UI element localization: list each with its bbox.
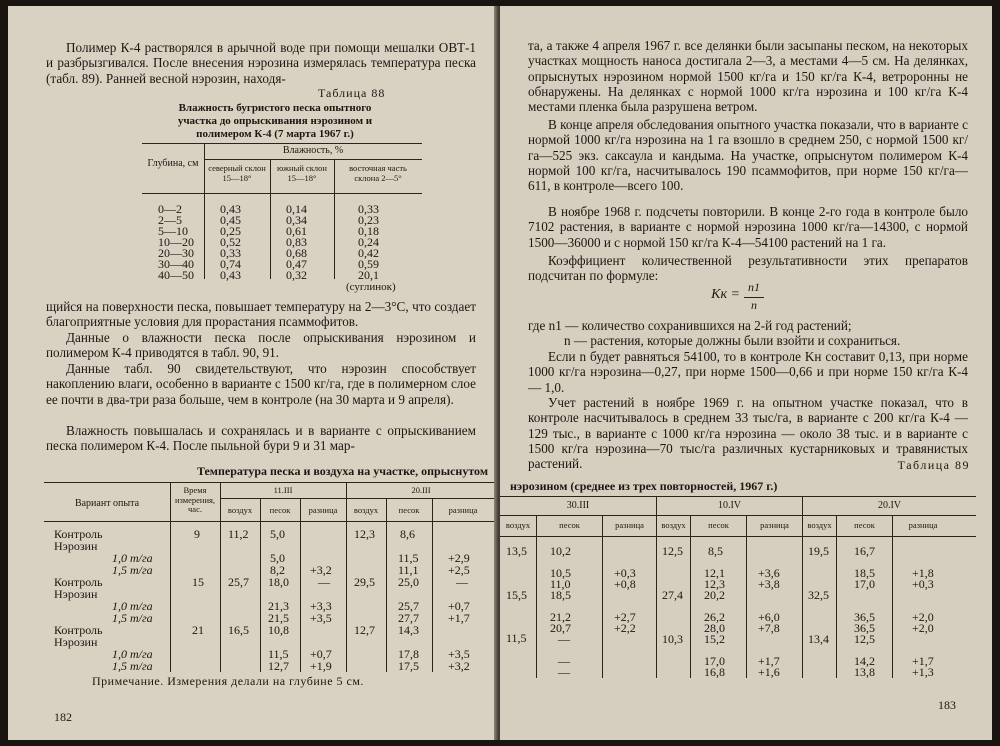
humidity-cell: 0,32	[286, 268, 307, 282]
sand-cell: 12,5	[854, 632, 875, 646]
table-rule	[260, 498, 261, 672]
paragraph: Влажность повышалась и сохранялась и в варианте с опрыскиванием песка полимером К-4. После пыльной бури 9 и 31 мар-	[46, 423, 476, 454]
sand-cell: 20,7	[550, 621, 571, 635]
diff-cell: +1,7	[448, 611, 470, 625]
table-rule	[142, 143, 422, 144]
table-label: Таблица 88	[318, 86, 386, 100]
paragraph: Если n будет равняться 54100, то в контроле Kн составит 0,13, при норме 1000 кг/га нэрозина—0,27, при норме 1500—0,66 и при норме 150 кг/га К-4 — 1,0.	[528, 349, 968, 395]
sand-cell: 11,0	[550, 577, 571, 591]
sand-cell: 8,6	[400, 527, 415, 541]
table-rule	[602, 515, 603, 678]
table-rule	[500, 536, 976, 537]
air-cell: 12,3	[354, 527, 375, 541]
formula-lhs: Kк =	[711, 287, 740, 302]
table-rule	[204, 143, 205, 279]
air-cell: 32,5	[808, 588, 829, 602]
table-rule	[690, 515, 691, 678]
table-rule	[836, 515, 837, 678]
table-title: Температура песка и воздуха на участке, опрыснутом	[196, 464, 488, 478]
diff-cell: +0,8	[614, 577, 636, 591]
table-header: Влажность, %	[282, 145, 344, 156]
humidity-cell: 0,68	[286, 246, 307, 260]
humidity-cell: 0,42	[358, 246, 379, 260]
sand-cell: 36,5	[854, 621, 875, 635]
depth-cell: 5—10	[158, 224, 188, 238]
page-number: 183	[938, 698, 956, 712]
air-cell: 10,3	[662, 632, 683, 646]
variant-rate: 1,0 т/га	[112, 647, 153, 661]
sand-cell: 20,2	[704, 588, 725, 602]
table-rule	[892, 515, 893, 678]
sand-cell: 17,5	[398, 659, 419, 673]
humidity-cell: 0,33	[358, 202, 379, 216]
humidity-cell: 0,61	[286, 224, 307, 238]
sand-cell: 17,0	[854, 577, 875, 591]
diff-cell: +1,7	[912, 654, 934, 668]
sand-cell: 13,8	[854, 665, 875, 679]
sand-cell: 11,5	[268, 647, 289, 661]
sand-cell: —	[558, 654, 570, 668]
air-cell: 11,5	[506, 631, 527, 645]
air-cell: 16,5	[228, 623, 249, 637]
paragraph: щийся на поверхности песка, повышает температуру на 2—3°С, что создает благоприятные условия для прорастания псаммофитов.	[46, 299, 476, 330]
table-rule	[204, 159, 422, 160]
diff-cell: +2,9	[448, 551, 470, 565]
variant-label: Нэрозин	[54, 635, 98, 649]
paragraph: Полимер К-4 растворялся в арычной воде при помощи мешалки ОВТ-1 и разбрызгивался. После внесения нэрозина измерялась температура песка (табл. 89). Ранней весной нэрозин, находя-	[46, 40, 476, 86]
diff-cell: +1,7	[758, 654, 780, 668]
table-header: воздух	[353, 505, 379, 515]
humidity-cell: 0,74	[220, 257, 241, 271]
sand-cell: 15,2	[704, 632, 725, 646]
air-cell: 11,2	[228, 527, 249, 541]
table-title: Влажность бугристого песка опытного участка до опрыскивания нэрозином и полимером К-4 (7 марта 1967 г.)	[177, 102, 373, 140]
humidity-cell: 20,1	[358, 268, 379, 282]
humidity-cell: 0,33	[220, 246, 241, 260]
sand-cell: 28,0	[704, 621, 725, 635]
sand-cell: 21,5	[268, 611, 289, 625]
depth-cell: 0—2	[158, 202, 182, 216]
table-header: воздух	[505, 520, 531, 530]
sand-cell: 5,0	[270, 527, 285, 541]
date-header: 20.IV	[877, 500, 902, 511]
diff-cell: +3,3	[310, 599, 332, 613]
table-rule	[44, 482, 496, 483]
variant-label: Нэрозин	[54, 587, 98, 601]
humidity-cell: 0,83	[286, 235, 307, 249]
variant-rate: 1,0 т/га	[112, 599, 153, 613]
table-header: северный склон 15—18°	[208, 163, 266, 183]
paragraph: Данные о влажности песка после опрыскивания нэрозином и полимером К-4 приводятся в табл. 90, 91.	[46, 330, 476, 361]
table-title: нэрозином (среднее из трех повторностей, 1967 г.)	[510, 479, 778, 493]
diff-cell: +3,2	[310, 563, 332, 577]
diff-cell: +3,6	[758, 566, 780, 580]
sand-cell: 21,2	[550, 610, 571, 624]
humidity-cell: 0,34	[286, 213, 307, 227]
diff-cell: +0,7	[448, 599, 470, 613]
table-header: воздух	[807, 520, 832, 530]
humidity-cell: 0,43	[220, 268, 241, 282]
diff-cell: +3,8	[758, 577, 780, 591]
humidity-cell: 0,18	[358, 224, 379, 238]
humidity-cell: 0,24	[358, 235, 379, 249]
paragraph: та, а также 4 апреля 1967 г. все делянки были засыпаны песком, на некоторых участках мощность наноса достигала 2—3, а местами 4—5 см. На делянках, опрыснутых нэрозином нормой 1500 кг/га и 150 кг/га К-4, ветроронны не обнаружены. На делянках с нормой 1000 кг/га нэрозина и 100 кг/га К-4 местами пленка была разрушена ветром.	[528, 38, 968, 115]
diff-cell: +7,8	[758, 621, 780, 635]
depth-cell: 30—40	[158, 257, 194, 271]
sand-cell: 8,5	[708, 544, 723, 558]
table-header: южный склон 15—18°	[277, 163, 327, 183]
table-rule	[536, 515, 537, 678]
variant-rate: 1,5 т/га	[112, 563, 153, 577]
table-header: песок	[559, 520, 580, 530]
air-cell: 13,4	[808, 632, 829, 646]
humidity-cell: 0,59	[358, 257, 379, 271]
table-header: песок	[398, 505, 420, 515]
sand-cell: 18,5	[854, 566, 875, 580]
humidity-cell: 0,14	[286, 202, 307, 216]
diff-cell: +2,7	[614, 610, 636, 624]
sand-cell: 10,2	[550, 544, 571, 558]
sand-cell: 27,7	[398, 611, 419, 625]
table-header: песок	[854, 520, 875, 530]
left-page	[8, 6, 497, 740]
sand-cell: 8,2	[270, 563, 285, 577]
air-cell: 27,4	[662, 588, 683, 602]
paragraph: Коэффициент количественной результативности этих препаратов подсчитан по формуле:	[528, 253, 968, 284]
sand-cell: 16,7	[854, 544, 875, 558]
sand-cell: 14,2	[854, 654, 875, 668]
humidity-cell: 0,23	[358, 213, 379, 227]
diff-cell: +0,7	[310, 647, 332, 661]
table-rule	[334, 159, 335, 279]
diff-cell: +3,2	[448, 659, 470, 673]
sand-cell: 21,3	[268, 599, 289, 613]
depth-cell: 40—50	[158, 268, 194, 282]
sand-cell: 11,1	[398, 563, 419, 577]
table-header: воздух	[661, 520, 686, 530]
humidity-cell: 0,47	[286, 257, 307, 271]
page-number: 182	[54, 710, 72, 724]
table-header: песок	[708, 520, 729, 530]
variant-rate: 1,0 т/га	[112, 551, 153, 565]
table-rule	[432, 498, 433, 672]
paragraph: В конце апреля обследования опытного участка показали, что в варианте с нормой 1000 кг/га нэрозина на 1 га взошло в среднем 250, с нормой 1500 кг/га—525 экз. саксаула и кандыма. На участке, опрыснутом полимером К-4 нормой 100 кг/га, насчитывалось 190 псаммофитов, при норме 150 кг/га—611, в контроле—всего 100.	[528, 117, 968, 194]
diff-cell: +1,8	[912, 566, 934, 580]
sand-cell: 18,0	[268, 575, 289, 589]
table-header: разница	[908, 520, 938, 530]
air-cell: 25,7	[228, 575, 249, 589]
depth-cell: 2—5	[158, 213, 182, 227]
table-header: Вариант опыта	[74, 498, 140, 509]
sand-cell: 25,0	[398, 575, 419, 589]
table-header: восточная часть склона 2—5°	[349, 163, 407, 183]
sand-cell: 36,5	[854, 610, 875, 624]
sand-cell: 17,8	[398, 647, 419, 661]
formula-numerator: n1	[748, 280, 760, 294]
table-rule	[220, 498, 496, 499]
sand-cell: 10,8	[268, 623, 289, 637]
sand-cell: 17,0	[704, 654, 725, 668]
variant-rate: 1,5 т/га	[112, 611, 153, 625]
air-cell: 12,5	[662, 544, 683, 558]
variant-rate: 1,5 т/га	[112, 659, 153, 673]
table-rule	[500, 515, 976, 516]
right-page	[500, 6, 992, 740]
sand-cell: 12,7	[268, 659, 289, 673]
paragraph: Учет растений в ноябре 1969 г. на опытном участке показал, что в контроле насчитывалось в среднем 33 тыс/га, в варианте с 200 кг/га К-4 — 129 тыс., в варианте с 1000 кг/га нэрозина — около 38 тыс. и в варианте с 1500 кг/га нэрозина—70 тыс/га различных кустарниковых и травянистых растений.	[528, 395, 968, 472]
paragraph: n — растения, которые должны были взойти и сохраниться.	[564, 333, 901, 348]
sand-cell: 12,3	[704, 577, 725, 591]
variant-label: Контроль	[54, 575, 103, 589]
diff-cell: +0,3	[912, 577, 934, 591]
variant-label: Контроль	[54, 527, 103, 541]
paragraph: В ноябре 1968 г. подсчеты повторили. В конце 2-го года в контроле было 7102 растения, в варианте с нормой нэрозина 1000 кг/га—14300, с нормой 1500—36000 и с нормой 150 кг/га К-4—54100 растений на 1 га.	[528, 204, 968, 250]
table-header: разница	[308, 505, 338, 515]
air-cell: 29,5	[354, 575, 375, 589]
table-header: Глубина, см	[147, 158, 199, 169]
diff-cell: +6,0	[758, 610, 780, 624]
humidity-cell: 0,43	[220, 202, 241, 216]
sand-cell: 12,1	[704, 566, 725, 580]
paragraph: Данные табл. 90 свидетельствуют, что нэрозин способствует накоплению влаги, особенно в варианте с 1500 кг/га, где в полимерном слое ее почти в два-три раза больше, чем в контроле (на 30 марта и 9 апреля).	[46, 361, 476, 407]
variant-label: Контроль	[54, 623, 103, 637]
formula-denominator: n	[751, 298, 757, 312]
table-header: Время измерения, час.	[174, 485, 216, 514]
humidity-cell: 0,45	[220, 213, 241, 227]
air-cell: 15,5	[506, 588, 527, 602]
table-rule	[142, 193, 422, 194]
table-rule	[500, 496, 976, 497]
table-label: Таблица 89	[897, 458, 970, 472]
sand-cell: 25,7	[398, 599, 419, 613]
diff-cell: +1,6	[758, 665, 780, 679]
sand-cell: 16,8	[704, 665, 725, 679]
diff-cell: +2,0	[912, 610, 934, 624]
table-rule	[270, 159, 271, 279]
humidity-note: (суглинок)	[346, 281, 396, 293]
paragraph: где n1 — количество сохранившихся на 2-й год растений;	[528, 318, 852, 333]
diff-cell: +2,0	[912, 621, 934, 635]
table-rule	[44, 521, 496, 522]
diff-cell: +1,3	[912, 665, 934, 679]
time-cell: 15	[192, 575, 204, 589]
date-header: 10.IV	[717, 500, 742, 511]
sand-cell: —	[558, 665, 570, 679]
table-header: воздух	[227, 505, 253, 515]
table-header: 20.III	[411, 485, 431, 495]
depth-cell: 10—20	[158, 235, 194, 249]
date-header: 30.III	[566, 500, 590, 511]
sand-cell: 10,5	[550, 566, 571, 580]
table-rule	[300, 498, 301, 672]
humidity-cell: 0,25	[220, 224, 241, 238]
table-rule	[170, 482, 171, 672]
sand-cell: 5,0	[270, 551, 285, 565]
table-header: разница	[448, 505, 478, 515]
diff-cell: +3,5	[448, 647, 470, 661]
sand-cell: 11,5	[398, 551, 419, 565]
diff-cell: +0,3	[614, 566, 636, 580]
diff-cell: +3,5	[310, 611, 332, 625]
table-note: Примечание. Измерения делали на глубине 5 см.	[92, 674, 364, 688]
depth-cell: 20—30	[158, 246, 194, 260]
diff-cell: —	[318, 575, 330, 589]
table-rule	[386, 498, 387, 672]
table-header: разница	[760, 520, 789, 530]
time-cell: 21	[192, 623, 204, 637]
air-cell: 13,5	[506, 544, 527, 558]
sand-cell: 14,3	[398, 623, 419, 637]
diff-cell: —	[456, 575, 468, 589]
air-cell: 12,7	[354, 623, 375, 637]
table-header: разница	[615, 520, 644, 530]
sand-cell: 18,5	[550, 588, 571, 602]
sand-cell: —	[558, 632, 570, 646]
diff-cell: +2,2	[614, 621, 636, 635]
variant-label: Нэрозин	[54, 539, 98, 553]
diff-cell: +2,5	[448, 563, 470, 577]
humidity-cell: 0,52	[220, 235, 241, 249]
time-cell: 9	[194, 527, 200, 541]
table-header: 11.III	[273, 485, 293, 495]
diff-cell: +1,9	[310, 659, 332, 673]
air-cell: 19,5	[808, 544, 829, 558]
table-rule	[746, 515, 747, 678]
table-header: песок	[269, 505, 291, 515]
sand-cell: 26,2	[704, 610, 725, 624]
